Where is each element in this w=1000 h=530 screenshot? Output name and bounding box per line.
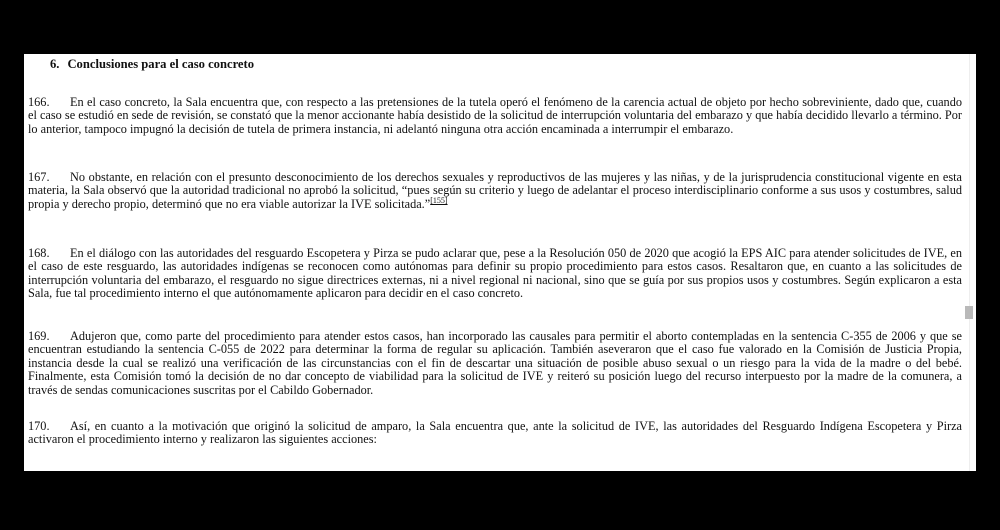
footnote-link-155[interactable]: [155] (430, 195, 448, 205)
document-page (24, 54, 976, 471)
paragraph-168 (28, 247, 962, 301)
paragraph-number: 167. (28, 170, 50, 184)
paragraph-166 (28, 96, 962, 136)
paragraph-number: 170. (28, 419, 50, 433)
paragraph-text: Adujeron que, como parte del procedimiento para atender estos casos, han incorporado las causales para permitir el aborto contempladas en la sentencia C-355 de 2006 y que se encuentran estudiando la sentencia C-055 de 2022 para determinar la forma de regular su aplicación. También aseveraron que el caso fue valorado en la Comisión de Justicia Propia, instancia desde la cual se realizó una verificación de las circunstancias con el fin de descartar una situación de posible abuso sexual o un riesgo para la vida de la madre o del bebé. Finalmente, esta Comisión tomó la decisión de no dar concepto de viabilidad para la solicitud de IVE y reiteró su posición luego del recurso interpuesto por la madre de la comunera, a través de sendas comunicaciones suscritas por el Cabildo Gobernador. (28, 329, 962, 397)
paragraph-170 (28, 420, 962, 447)
paragraph-167 (28, 171, 962, 211)
scrollbar-track[interactable] (969, 54, 970, 471)
paragraph-number: 166. (28, 95, 50, 109)
paragraph-text: Así, en cuanto a la motivación que originó la solicitud de amparo, la Sala encuentra que, ante la solicitud de IVE, las autoridades del Resguardo Indígena Escopetera y Pirza activaron el procedimiento interno y realizaron las siguientes acciones: (28, 419, 962, 447)
paragraph-text: No obstante, en relación con el presunto desconocimiento de los derechos sexuales y reproductivos de las mujeres y las niñas, y de la jurisprudencia constitucional vigente en esta materia, la Sala observó que la autoridad tradicional no aprobó la solicitud, “pues según su criterio y luego de adelantar el proceso interdisciplinario conforme a sus usos y costumbres, salud propia y derecho propio, determinó que no era viable autorizar la IVE solicitada.” (28, 170, 962, 211)
paragraph-text: En el diálogo con las autoridades del resguardo Escopetera y Pirza se pudo aclarar que, pese a la Resolución 050 de 2020 que acogió la EPS AIC para atender solicitudes de IVE, en el caso de este resguardo, las autoridades indígenas se reconocen como autónomas para definir su propio procedimiento para estos casos. Resaltaron que, en cuanto a las solicitudes de interrupción voluntaria del embarazo, el resguardo no sigue directrices externas, ni a nivel regional ni nacional, sino que se guía por sus propios usos y costumbres. Según explicaron a esta Sala, fue tal procedimiento interno el que autónomamente aplicaron para decidir en el caso concreto. (28, 246, 962, 301)
section-heading (50, 58, 254, 71)
paragraph-text: En el caso concreto, la Sala encuentra que, con respecto a las pretensiones de la tutela operó el fenómeno de la carencia actual de objeto por hecho sobreviniente, dado que, cuando el caso se estudió en sede de revisión, se constató que la menor accionante había desistido de la solicitud de interrupción voluntaria del embarazo y que había decidido llevarlo a término. Por lo anterior, tampoco impugnó la decisión de tutela de primera instancia, ni adelantó ninguna otra acción encaminada a interrumpir el embarazo. (28, 95, 962, 136)
section-number: 6. (50, 57, 60, 71)
paragraph-number: 169. (28, 329, 50, 343)
paragraph-169 (28, 330, 962, 397)
paragraph-number: 168. (28, 246, 50, 260)
section-title: Conclusiones para el caso concreto (67, 57, 255, 71)
scrollbar-thumb[interactable] (965, 306, 973, 319)
